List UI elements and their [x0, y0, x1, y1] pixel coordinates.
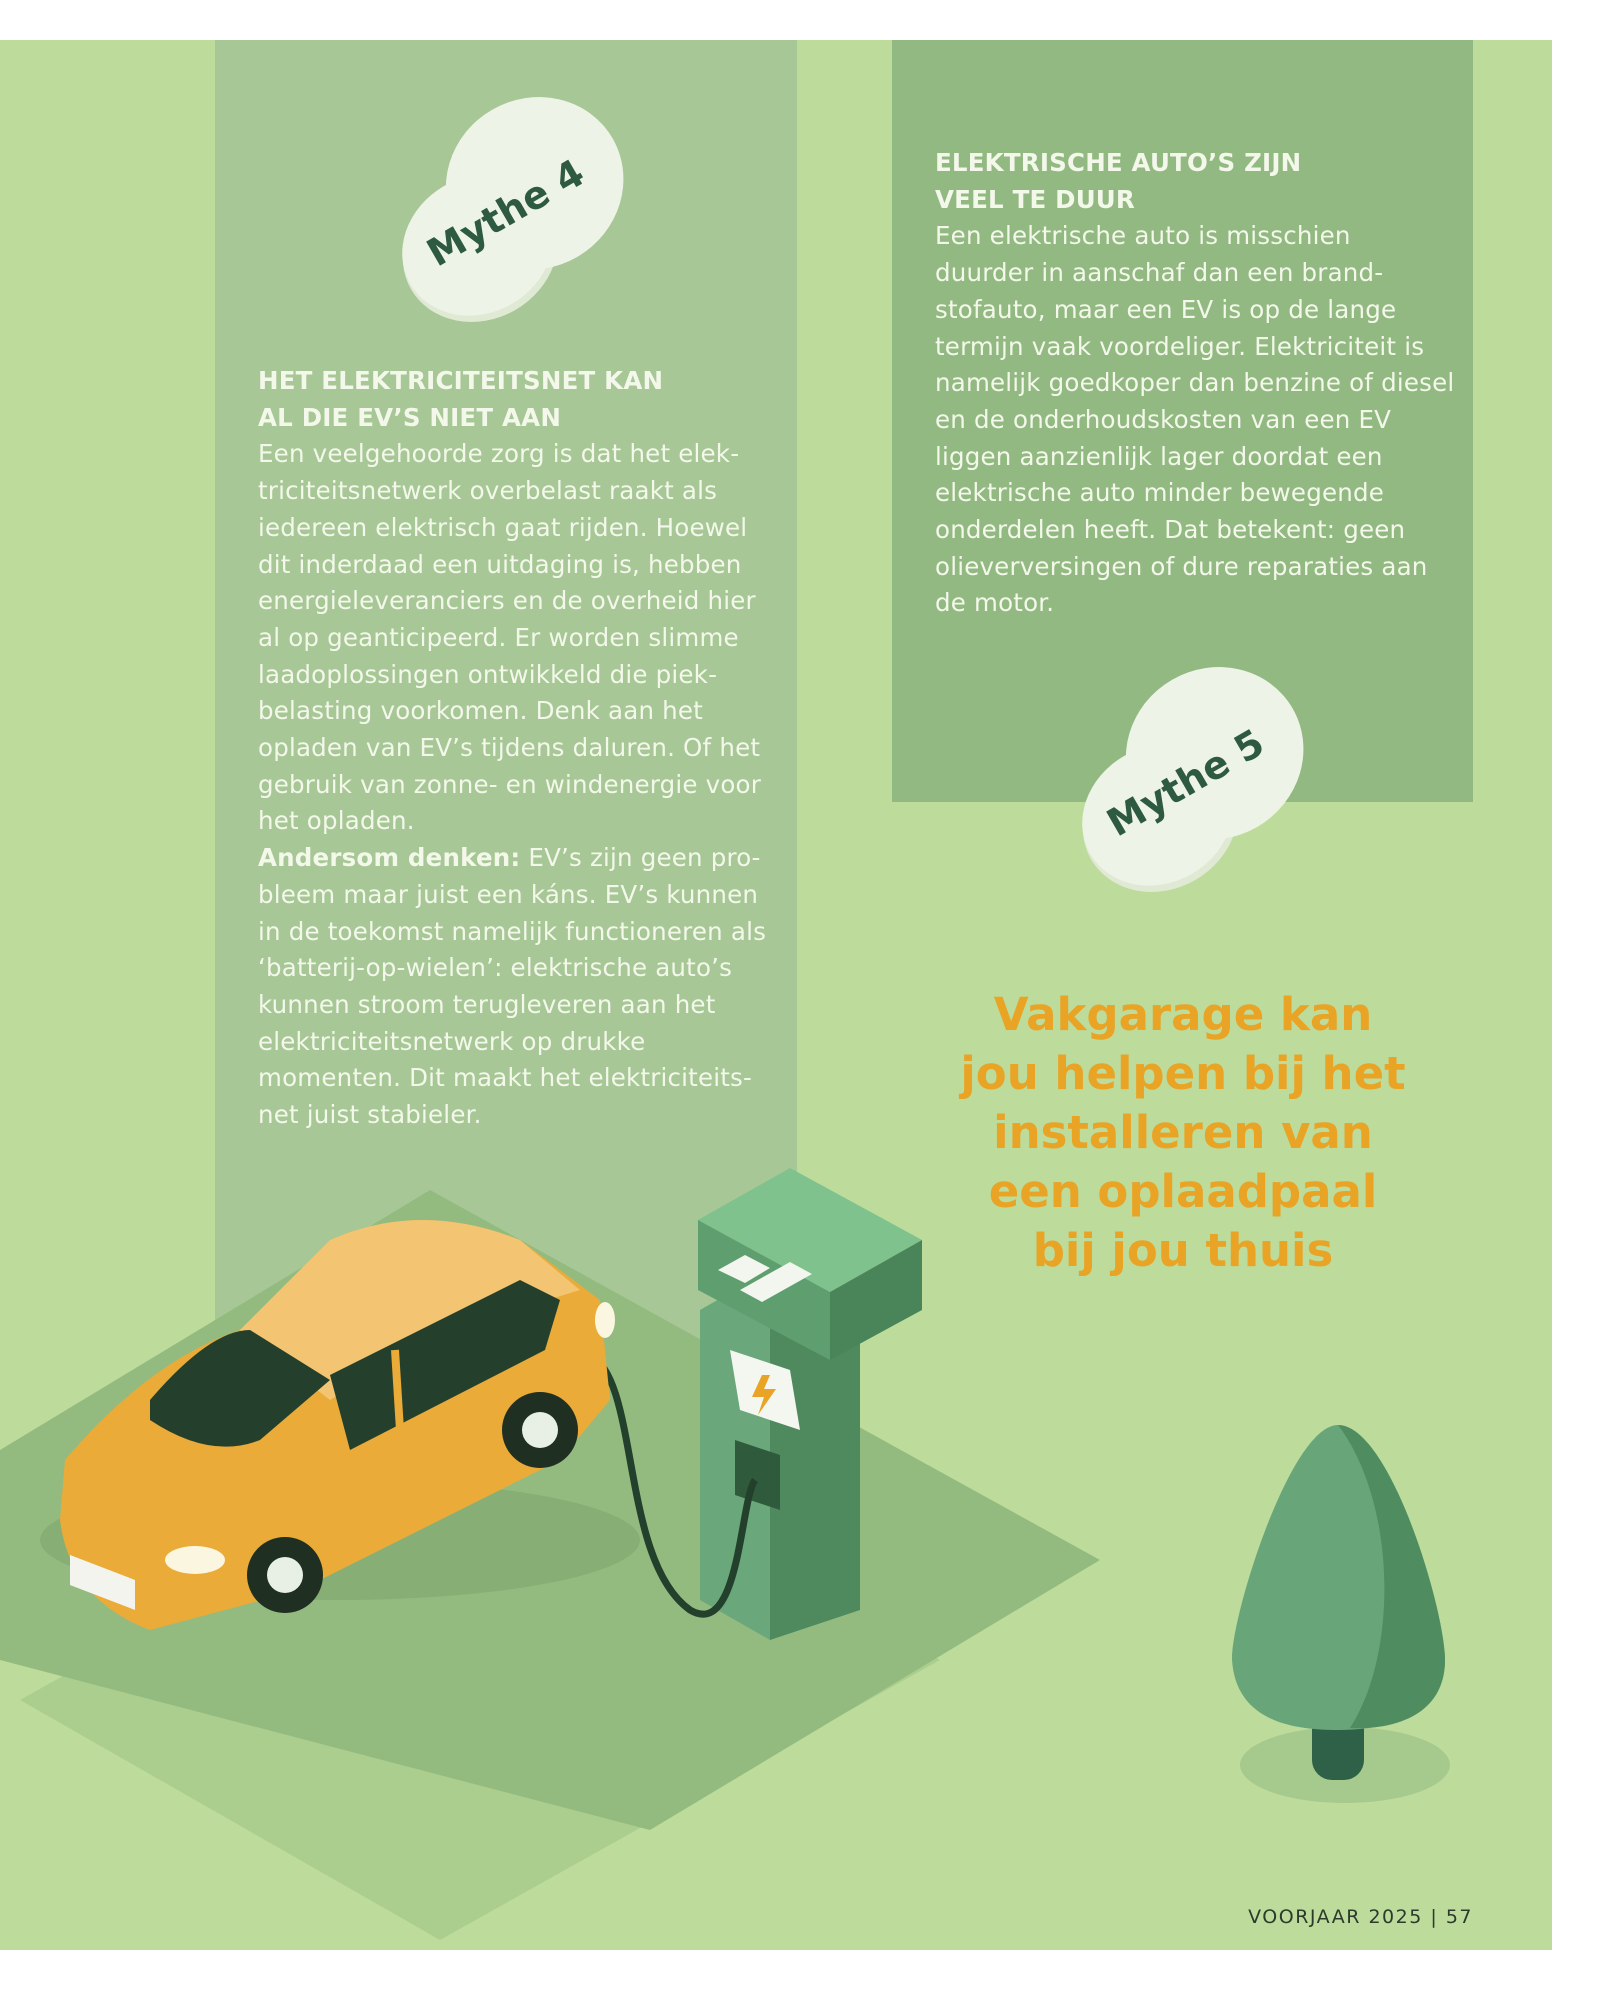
myth5-heading: ELEKTRISCHE AUTO’S ZIJN VEEL TE DUUR [935, 148, 1302, 214]
mythe4-badge [354, 65, 663, 350]
myth5-body: Een elektrische auto is misschien duurder in aanschaf dan een brandstofauto, maar een EV is op de lange termijn vaak voordeliger. Elektriciteit is namelijk goedkoper dan benzine of diesel en de onderhoudskosten van een EV liggen aanzienlijk lager doordat een elektrische auto minder bewegende onderdelen heeft. Dat betekent: geen olieverversingen of dure reparaties aan de motor. [935, 221, 1455, 618]
myth4-body: Een veelgehoorde zorg is dat het elektriciteitsnetwerk overbelast raakt als iedereen elektrisch gaat rijden. Hoewel dit inderdaad een uitdaging is, hebben energieleveranciers en de overheid hier al op geanticipeerd. Er worden slimme laadoplossingen ontwikkeld die piekbelasting voorkomen. Denk aan het opladen van EV’s tijdens daluren. Of het gebruik van zonne- en windenergie voor het opladen. [258, 439, 761, 836]
mythe5-badge [1034, 635, 1343, 920]
tree-icon [1232, 1425, 1450, 1803]
mythe4-label: Mythe 4 [419, 150, 592, 276]
myth4-heading: HET ELEKTRICITEITSNET KAN AL DIE EV’S NIET AAN [258, 366, 664, 432]
page-number: 57 [1445, 1906, 1473, 1928]
myth4-article [258, 363, 778, 1134]
vakgarage-callout: Vakgarage kan jou helpen bij het installeren van een oplaadpaal bij jou thuis [960, 988, 1406, 1277]
myth5-article [935, 145, 1455, 622]
page-footer: VOORJAAR 2025 | 57 [1248, 1906, 1473, 1928]
myth4-body-2: Andersom denken: EV’s zijn geen probleem maar juist een káns. EV’s kunnen in de toekomst namelijk functioneren als ‘batterij-op-wielen’: elektrische auto’s kunnen stroom terugleveren aan het elektriciteitsnetwerk op drukke momenten. Dit maakt het elektriciteitsnet juist stabieler. [258, 843, 767, 1130]
mythe5-label: Mythe 5 [1099, 720, 1272, 846]
car-icon [40, 1220, 640, 1630]
